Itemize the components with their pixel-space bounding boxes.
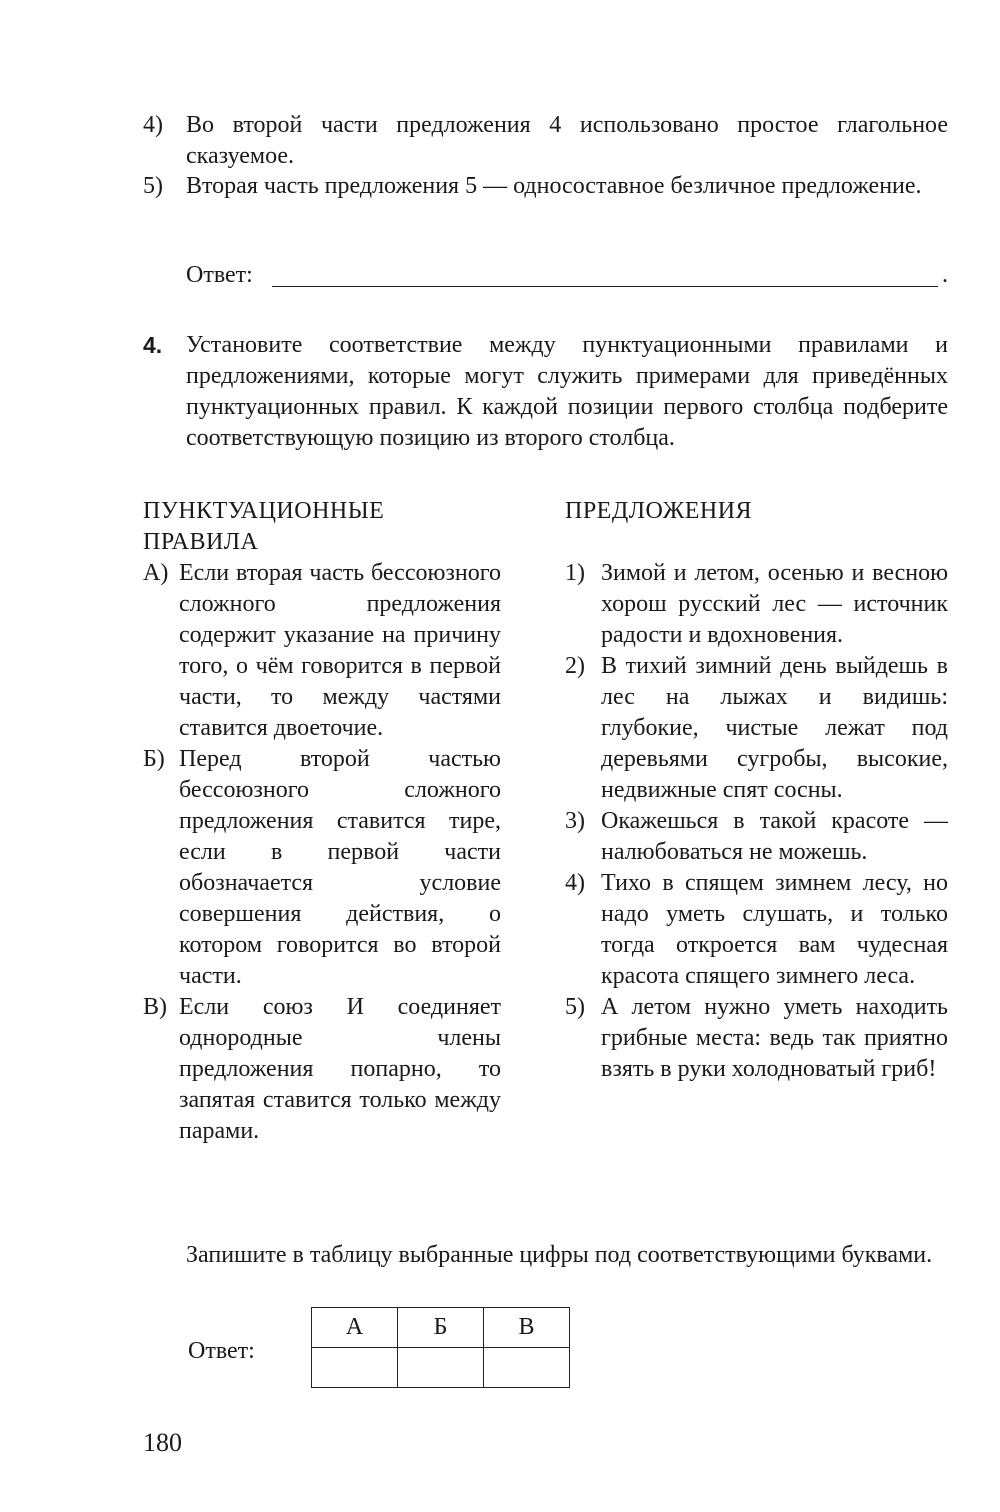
sentence-text: А летом нужно уметь находить грибные места: ведь так приятно взять в руки холодноватый гриб! (601, 994, 948, 1082)
answer-cell-a[interactable] (312, 1348, 398, 1388)
sentence-item (565, 992, 948, 1085)
item-marker: 5) (143, 173, 163, 199)
rule-item (143, 744, 501, 992)
sentence-marker: 3) (565, 808, 585, 834)
answer-table-input-row (312, 1348, 570, 1388)
rules-list (143, 558, 501, 1147)
rule-item (143, 558, 501, 744)
answer-cell-b[interactable] (398, 1348, 484, 1388)
answer-blank[interactable] (272, 286, 938, 287)
sentences-list (565, 558, 948, 1085)
answer-header-v: В (484, 1308, 570, 1348)
answer-cell-v[interactable] (484, 1348, 570, 1388)
item-marker: 4) (143, 112, 163, 138)
answer-table (311, 1307, 570, 1388)
list-item (143, 171, 948, 202)
rule-marker: В) (143, 994, 167, 1020)
task-number: 4. (143, 332, 163, 358)
sentence-marker: 1) (565, 560, 585, 586)
sentence-marker: 5) (565, 994, 585, 1020)
rule-text: Если вторая часть бессоюзного сложного предложения содержит указание на причину того, о чём говорится в первой части, то между частями ставится двоеточие. (179, 560, 501, 741)
answer-end-dot: . (942, 262, 948, 288)
list-item (143, 110, 948, 172)
sentence-text: Зимой и летом, осенью и весною хорош русский лес — источник радости и вдохновения. (601, 560, 948, 648)
answer-header-a: А (312, 1308, 398, 1348)
answer-table-label: Ответ: (188, 1338, 255, 1364)
instruction-text: Запишите в таблицу выбранные цифры под соответствующими буквами. (186, 1242, 933, 1268)
rule-item (143, 992, 501, 1147)
answer-line (186, 260, 948, 294)
answer-table-header-row (312, 1308, 570, 1348)
rule-text: Перед второй частью бессоюзного сложного предложения ставится тире, если в первой части обозначается условие совершения действия, о котором говорится во второй части. (179, 746, 501, 989)
item-text: Во второй части предложения 4 использовано простое глагольное сказуемое. (186, 112, 948, 169)
task-4 (143, 330, 948, 454)
rules-header-line1: ПУНКТУАЦИОННЫЕ (143, 498, 385, 524)
sentence-item (565, 651, 948, 806)
rules-header (143, 496, 384, 558)
task-text: Установите соответствие между пунктуационными правилами и предложениями, которые могут служить примерами для приведённых пунктуационных правил. К каждой позиции первого столбца подберите соответствующую позицию из второго столбца. (186, 332, 948, 451)
answer-header-b: Б (398, 1308, 484, 1348)
rule-marker: Б) (143, 746, 165, 772)
sentence-item (565, 868, 948, 992)
page-number: 180 (143, 1428, 182, 1457)
rule-text: Если союз И соединяет однородные члены предложения попарно, то запятая ставится только между парами. (179, 994, 501, 1144)
sentence-text: Тихо в спящем зимнем лесу, но надо уметь слушать, и только тогда откроется вам чудесная красота спящего зимнего леса. (601, 870, 948, 989)
sentence-text: В тихий зимний день выйдешь в лес на лыжах и видишь: глубокие, чистые лежат под деревьями сугробы, высокие, недвижные спят сосны. (601, 653, 948, 803)
sentence-item (565, 558, 948, 651)
rules-header-line2: ПРАВИЛА (143, 529, 259, 555)
sentence-item (565, 806, 948, 868)
sentence-marker: 4) (565, 870, 585, 896)
rule-marker: А) (143, 560, 169, 586)
answer-label: Ответ: (186, 262, 253, 288)
item-text: Вторая часть предложения 5 — односоставное безличное предложение. (186, 173, 922, 199)
sentence-text: Окажешься в такой красоте — налюбоваться не можешь. (601, 808, 948, 865)
sentences-header: ПРЕДЛОЖЕНИЯ (565, 498, 753, 524)
sentence-marker: 2) (565, 653, 585, 679)
